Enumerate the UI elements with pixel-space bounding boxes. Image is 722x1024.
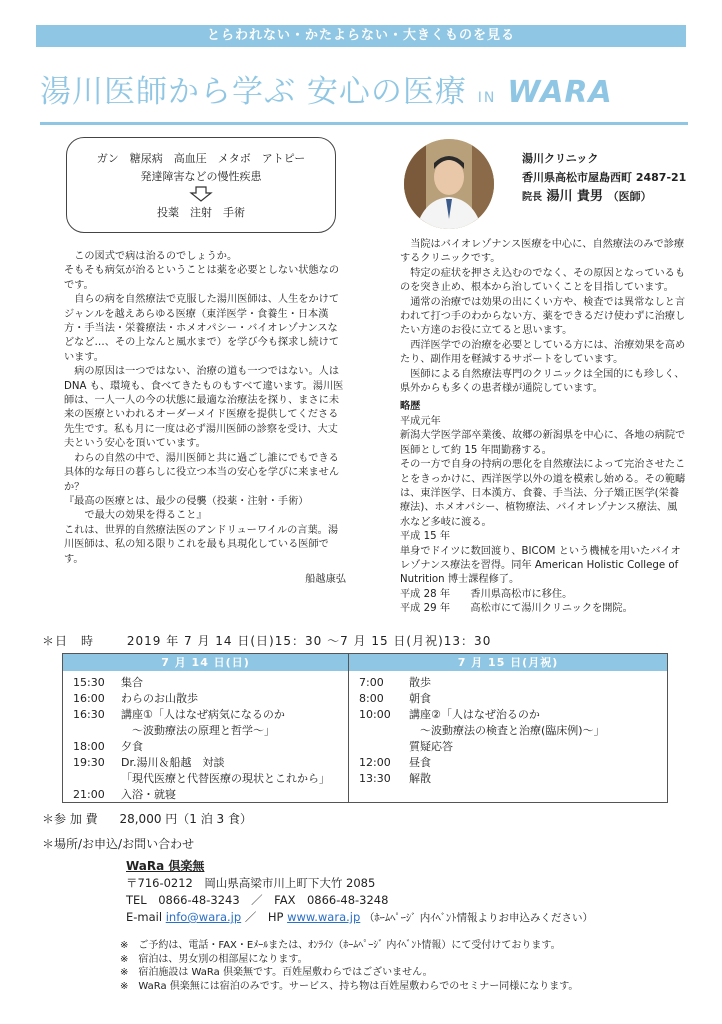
table-row: 12:00 昼食 bbox=[359, 756, 431, 769]
history-line: 新潟大学医学部卒業後、故郷の新潟県を中心に、各地の病院で医師として約 15 年間勤務する。 bbox=[400, 430, 686, 456]
email-label: E-mail bbox=[126, 910, 163, 924]
top-banner: とらわれない・かたよらない・大きくものを見る bbox=[36, 25, 686, 47]
title-brand: WARA bbox=[507, 75, 613, 110]
history-line: 平成元年 bbox=[400, 415, 441, 427]
table-row: 15:30 集合 bbox=[73, 676, 143, 689]
fee bbox=[42, 810, 252, 827]
table-row: 8:00 朝食 bbox=[359, 692, 431, 705]
table-row: ～波動療法の検査と治療(臨床例)～」 bbox=[409, 724, 605, 737]
clinic-p3: 通常の治療では効果の出にくい方や、検査では異常なしと言われて打つ手のわからない方、薬をできるだけ使わずに治療したい方達のお役に立てると思います。 bbox=[400, 296, 686, 337]
disease-diagram bbox=[66, 137, 336, 233]
schedule-table bbox=[62, 653, 668, 803]
clinic-p2: 特定の症状を押さえ込むのでなく、その原因となっているものを突き止め、根本から治していくことを目指しています。 bbox=[400, 267, 686, 294]
clinic-p1: 当院はバイオレゾナンス医療を中心に、自然療法のみで診療するクリニックです。 bbox=[400, 239, 685, 265]
intro-text bbox=[64, 250, 346, 587]
director-name: 湯川 貴男 bbox=[546, 189, 604, 204]
fee-label: ＊参 加 費 bbox=[42, 812, 98, 826]
event-label: ＊日 時 bbox=[42, 634, 95, 648]
table-row: 「現代医療と代替医療の現状とこれから」 bbox=[121, 772, 330, 785]
note-item: ※ 宿泊施設は WaRa 倶楽無です。百姓屋敷わらではございません。 bbox=[120, 967, 433, 979]
event-datetime bbox=[42, 632, 491, 649]
note-item: ※ WaRa 倶楽無には宿泊のみです。サービス、持ち物は百姓屋敷わらでのセミナー同様になります。 bbox=[120, 980, 579, 992]
table-row: ～波動療法の原理と哲学～」 bbox=[121, 724, 275, 737]
director-suffix: （医師） bbox=[607, 190, 652, 203]
intro-p6: これは、世界的自然療法医のアンドリューワイルの言葉。湯川医師は、私の知る限りこれを最も具現化している医師です。 bbox=[64, 524, 339, 565]
intro-p4: 病の原因は一つではない、治療の道も一つではない。人は DNA も、環境も、食べてきたものもすべて違います。湯川医師は、一人一人の今の状態に最適な治療法を探り、まさに未来の医療といわれるオーダーメイド医療を提供してくださる先生です。私も月に一度は必ず湯川医師の診察を受け、大丈夫という安心を頂いています。 bbox=[64, 366, 344, 450]
quote-line2: で最大の効果を得ること』 bbox=[84, 510, 207, 522]
table-row: 18:00 夕食 bbox=[73, 740, 143, 753]
title-in: IN bbox=[477, 90, 497, 106]
clinic-director bbox=[522, 187, 686, 207]
diagram-treatments: 投薬 注射 手術 bbox=[157, 206, 245, 219]
page-title bbox=[40, 66, 690, 116]
day1-header: 7 月 14 日(日) bbox=[63, 654, 348, 671]
table-row: 13:30 解散 bbox=[359, 772, 431, 785]
director-role: 院長 bbox=[522, 192, 542, 203]
contact-tel-fax: TEL 0866-48-3243 ／ FAX 0866-48-3248 bbox=[126, 893, 389, 907]
clinic-p5: 医師による自然療法専門のクリニックは全国的にも珍しく、県外からも多くの患者様が通院しています。 bbox=[400, 368, 685, 395]
clinic-p4: 西洋医学での治療を必要としている方には、治療効果を高めたり、副作用を軽減するサポートをしています。 bbox=[400, 339, 686, 366]
hp-label: ／ HP bbox=[244, 910, 284, 924]
event-value: 2019 年 7 月 14 日(日)15：30 〜7 月 15 日(月祝)13：30 bbox=[126, 634, 492, 648]
contact-org: WaRa 倶楽無 bbox=[126, 859, 205, 873]
diagram-chronic: 発達障害などの慢性疾患 bbox=[140, 170, 262, 183]
notes bbox=[120, 939, 578, 993]
intro-p3: 自らの病を自然療法で克服した湯川医師は、人生をかけてジャンルを越えあらゆる医療（東洋医学・食養生・日本漢方・手当法・栄養療法・ホメオパシー・バイオレゾナンスなどなど…、その上なんと風水まで）を学び今も探求し続けています。 bbox=[64, 294, 340, 363]
doctor-photo bbox=[404, 139, 494, 229]
history-line: 平成 28 年 香川県高松市に移住。 bbox=[400, 588, 573, 600]
place-label: ＊場所/お申込/お問い合わせ bbox=[42, 837, 195, 851]
contact-address: 〒716-0212 岡山県高梁市川上町下大竹 2085 bbox=[126, 876, 376, 890]
note-item: ※ 宿泊は、男女別の相部屋になります。 bbox=[120, 953, 308, 965]
day2-header: 7 月 15 日(月祝) bbox=[349, 654, 667, 671]
intro-p1: この図式で病は治るのでしょうか。 bbox=[74, 251, 238, 262]
history-heading: 略歴 bbox=[400, 401, 421, 413]
clinic-text bbox=[400, 238, 686, 617]
table-row: 16:00 わらのお山散歩 bbox=[73, 692, 198, 705]
clinic-name: 湯川クリニック bbox=[522, 152, 599, 165]
intro-p5: わらの自然の中で、湯川医師と共に過ごし誰にでもできる具体的な毎日の暮らしに役立つ本当の安心を学びに来ませんか？ bbox=[64, 452, 340, 493]
table-row: 19:30 Dr.湯川＆船越 対談 bbox=[73, 756, 225, 769]
clinic-address: 香川県高松市屋島西町 2487-21 bbox=[522, 171, 687, 184]
contact-web bbox=[126, 909, 593, 927]
signature: 船越康弘 bbox=[305, 573, 346, 585]
diagram-diseases: ガン 糖尿病 高血圧 メタボ アトピー bbox=[96, 152, 306, 165]
history-line: 平成 29 年 高松市にて湯川クリニックを開院。 bbox=[400, 603, 633, 615]
email-link[interactable]: info@wara.jp bbox=[165, 910, 242, 924]
intro-p2: そもそも病気が治るということは薬を必要としない状態なのです。 bbox=[64, 265, 340, 291]
clinic-info bbox=[522, 149, 686, 207]
hp-note: （ﾎｰﾑﾍﾟｰｼﾞ 内ｲﾍﾞﾝﾄ情報よりお申込みください） bbox=[363, 912, 594, 924]
fee-value: 28,000 円（1 泊 3 食） bbox=[119, 812, 252, 826]
column-divider bbox=[348, 654, 349, 802]
table-row: 7:00 散歩 bbox=[359, 676, 431, 689]
arrow-down-icon bbox=[189, 186, 213, 202]
title-rule bbox=[40, 122, 688, 125]
hp-link[interactable]: www.wara.jp bbox=[287, 910, 361, 924]
history-line: その一方で自身の持病の悪化を自然療法によって完治させたことをきっかけに、西洋医学以外の道を模索し始める。その範疇は、東洋医学、日本漢方、食養、手当法、分子矯正医学(栄養療法)、ホメオパシー、植物療法、バイオレゾナンス療法、風水など多岐に渡る。 bbox=[400, 459, 686, 528]
table-row: 質疑応答 bbox=[409, 740, 453, 753]
history-line: 単身でドイツに数回渡り、BICOM という機械を用いたバイオレゾナンス療法を習得。同年 American Holistic College of Nutrition 博士課程修了。 bbox=[400, 545, 681, 586]
quote-line1: 『最高の医療とは、最少の侵襲（投薬・注射・手術） bbox=[64, 495, 309, 507]
table-row: 21:00 入浴・就寝 bbox=[73, 788, 176, 801]
table-row: 10:00 講座②「人はなぜ治るのか bbox=[359, 708, 540, 721]
title-main: 湯川医師から学ぶ 安心の医療 bbox=[40, 74, 467, 110]
history-line: 平成 15 年 bbox=[400, 531, 451, 543]
note-item: ※ ご予約は、電話・FAX・Eﾒｰﾙまたは、ｵﾝﾗｲﾝ（ﾎｰﾑﾍﾟｰｼﾞ 内ｲﾍﾞﾝﾄ情報）にて受付けております。 bbox=[120, 940, 561, 951]
contact-info bbox=[126, 858, 593, 927]
table-row: 16:30 講座①「人はなぜ病気になるのか bbox=[73, 708, 285, 721]
